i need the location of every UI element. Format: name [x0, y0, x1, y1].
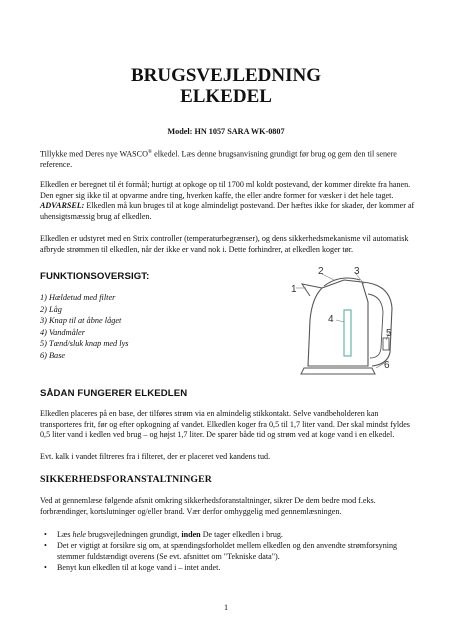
model-number: Model: HN 1057 SARA WK-0807 — [167, 127, 285, 136]
kettle-handle-inner-shape — [368, 294, 383, 358]
diagram-label-2: 2 — [318, 266, 324, 277]
controller-paragraph: Elkedlen er udstyret med en Strix controller (temperaturbegrænser), og dens sikkerhedsmekanisme vil automatisk afbryde strømmen til elkedlen, når der ikke er vand nok i. Dette forhindrer, at elkedlen koger tør. — [40, 234, 409, 254]
page-title-line2: ELKEDEL — [180, 86, 272, 107]
list-item: 2) Låg — [40, 304, 62, 314]
intro-text-pre: Tillykke med Deres nye WASCO — [40, 149, 148, 159]
page-title-line1: BRUGSVEJLEDNING — [130, 65, 322, 86]
bullet-3-text: Benyt kun elkedlen til at koge vand i – intet andet. — [57, 563, 221, 573]
list-item — [40, 563, 420, 573]
bullet-symbol: • — [44, 541, 47, 551]
list-item — [40, 541, 420, 562]
list-item: 1) Hældetud med filter — [40, 293, 116, 302]
overview-heading: FUNKTIONSOVERSIGT: — [40, 271, 150, 282]
purpose-paragraph — [40, 180, 416, 222]
parts-list — [40, 292, 129, 362]
kettle-base-shape — [301, 368, 375, 374]
page-number: 1 — [223, 603, 229, 612]
list-item — [40, 530, 420, 540]
diagram-label-5: 5 — [386, 328, 392, 339]
diagram-label-1: 1 — [291, 284, 297, 295]
bullet-symbol: • — [44, 563, 47, 573]
diagram-label-6: 6 — [384, 360, 390, 371]
bullet-1-pre: Læs — [57, 530, 73, 539]
intro-paragraph — [40, 147, 416, 171]
list-item: 5) Tænd/sluk knap med lys — [40, 339, 129, 349]
bullet-1-mid: brugsvejledningen grundigt, — [86, 530, 182, 539]
list-item: 4) Vandmåler — [40, 327, 85, 337]
registered-mark: ® — [147, 149, 153, 155]
purpose-text: Elkedlen er beregnet til ét formål; hurtigt at opkoge op til 1700 ml koldt postevand, der kommer direkte fra hanen. Den egner sig ikke til at opvarme andre ting, hverken kaffe, the eller andre former for væsker i det hele taget. — [40, 180, 411, 200]
limescale-paragraph: Evt. kalk i vandet filtreres fra i filteret, der er placeret ved kandens tud. — [40, 452, 271, 461]
kettle-handle-shape — [362, 282, 392, 366]
warning-label: ADVARSEL: — [40, 201, 85, 211]
bullet-2-text: Det er vigtigt at forsikre sig om, at spændingsforholdet mellem elkedlen og den anvendte strømforsyning stemmer fuldstændigt overens (Se evt. afsnittet om "Tekniske data"). — [57, 541, 398, 561]
list-item: 3) Knap til at åbne låget — [40, 316, 122, 326]
kettle-body-shape — [308, 280, 368, 366]
bullet-1-strong: inden — [181, 530, 201, 539]
how-heading: SÅDAN FUNGERER ELKEDLEN — [40, 388, 188, 399]
warning-text: Elkedlen må kun bruges til at koge almindeligt postevand. Der hæftes ikke for skader, der kommer af uhensigtsmæssig brug af elkedlen. — [40, 201, 415, 221]
bullet-1-emphasis: hele — [72, 530, 87, 539]
intro-text-post: elkedel. Læs denne brugsanvisning grundigt før brug og gem den til senere reference. — [40, 149, 397, 170]
diagram-label-3: 3 — [354, 266, 360, 277]
water-gauge-shape — [344, 310, 351, 356]
safety-bullet-list — [40, 530, 420, 575]
bullet-symbol: • — [44, 530, 47, 539]
safety-heading: SIKKERHEDSFORANSTALTNINGER — [40, 474, 212, 485]
how-paragraph: Elkedlen placeres på en base, der tilføres strøm via en almindelig stikkontakt. Selve vandbeholderen kan transporteres frit, før og efter opkogning af vandet. Elkedlen koger fra 0,5 til 1,7 liter vand. Der skal mindst fyldes 0,5 liter vand i kedlen ved brug – og højst 1,7 liter. De sparer både tid og strøm ved at koge vand i en elkedel. — [40, 409, 410, 440]
bullet-1-post: De tager elkedlen i brug. — [200, 530, 283, 539]
safety-paragraph: Ved at gennemlæse følgende afsnit omkring sikkerhedsforanstaltninger, sikrer De dem bedre mod f.eks. forbrændinger, kortslutninger og/eller brand. Vær derfor omhyggelig med gennemlæsningen. — [40, 496, 376, 516]
list-item: 6) Base — [40, 350, 66, 360]
kettle-diagram — [280, 262, 410, 380]
diagram-label-4: 4 — [328, 314, 334, 325]
kettle-spout-shape — [302, 284, 322, 296]
